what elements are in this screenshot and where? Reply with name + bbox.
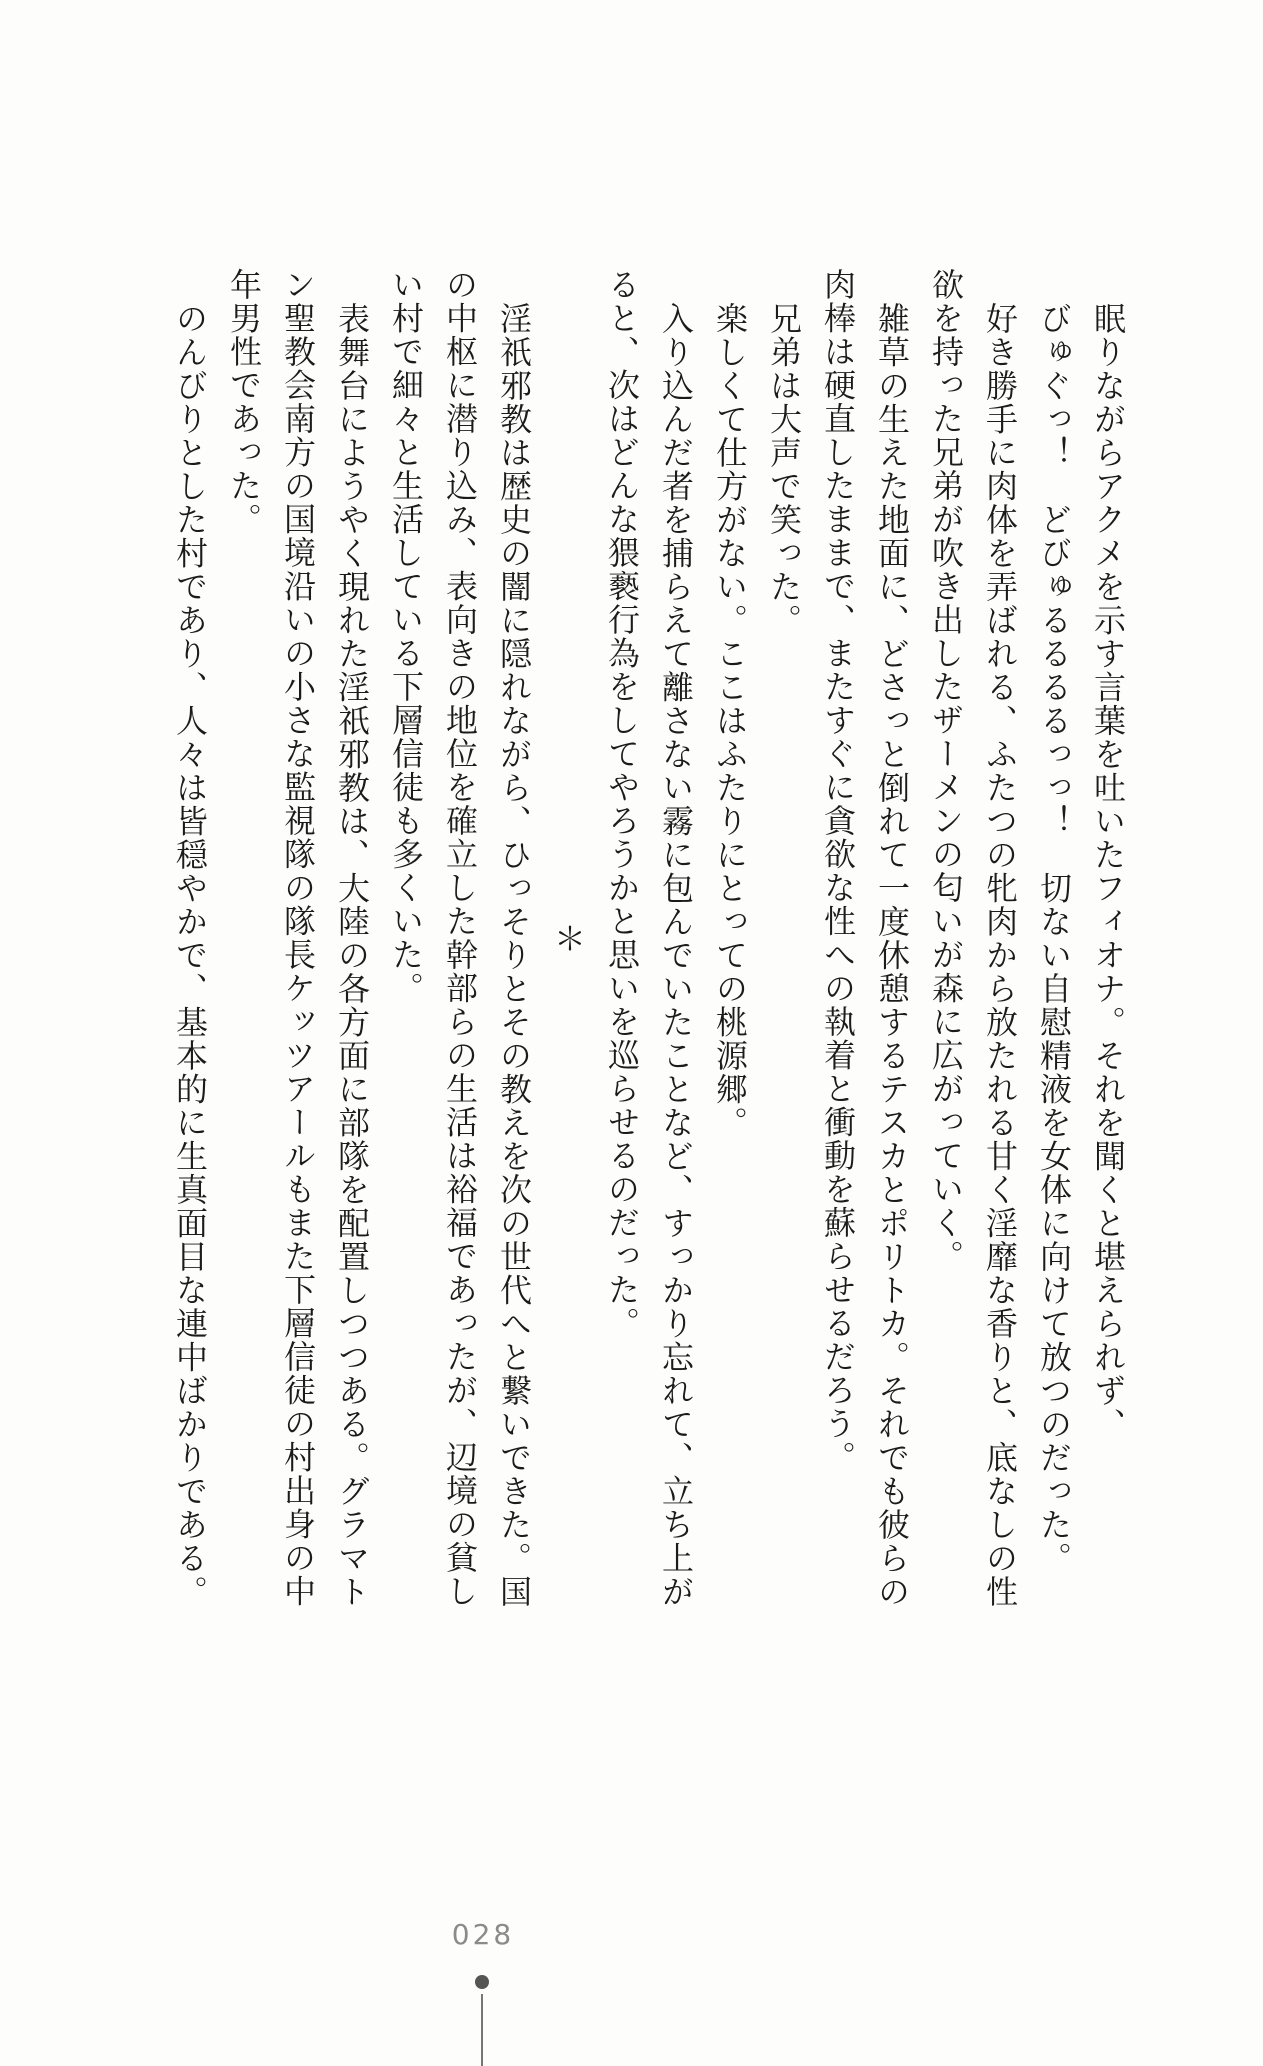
section-separator: ＊ — [550, 922, 586, 956]
page-number: 028 — [451, 1918, 515, 1951]
paragraph: 表舞台にようやく現れた淫祇邪教は、大陸の各方面に部隊を配置しつつある。グラマトン聖教会南方の国境沿いの小さな監視隊の隊長ケッツアールもまた下層信徒の村出身の中年男性であった。 — [226, 268, 370, 1609]
paragraph: 雑草の生えた地面に、どさっと倒れて一度休憩するテスカとポリトカ。それでも彼らの肉棒は硬直したままで、またすぐに貪欲な性への執着と衝動を蘇らせるだろう。 — [820, 268, 910, 1609]
page-footer — [0, 1918, 1263, 2066]
paragraph: 楽しくて仕方がない。ここはふたりにとっての桃源郷。 — [712, 302, 748, 1140]
paragraph: 眠りながらアクメを示す言葉を吐いたフィオナ。それを聞くと堪えられず、 — [1090, 302, 1126, 1441]
ribbon-line-marker — [481, 1994, 483, 2066]
text-block — [163, 268, 1135, 1610]
paragraph: 入り込んだ者を捕らえて離さない霧に包んでいたことなど、すっかり忘れて、立ち上がると、次はどんな猥褻行為をしてやろうかと思いを巡らせるのだった。 — [604, 268, 694, 1609]
paragraph: 好き勝手に肉体を弄ばれる、ふたつの牝肉から放たれる甘く淫靡な香りと、底なしの性欲を持った兄弟が吹き出したザーメンの匂いが森に広がっていく。 — [928, 268, 1018, 1609]
paragraph: のんびりとした村であり、人々は皆穏やかで、基本的に生真面目な連中ばかりである。 — [172, 302, 208, 1609]
paragraph: びゅぐっ！ どびゅるるるるっっ！ 切ない自慰精液を女体に向けて放つのだった。 — [1036, 302, 1072, 1575]
paragraph: 兄弟は大声で笑った。 — [766, 302, 802, 637]
ribbon-dot-marker — [475, 1975, 489, 1989]
paragraph: 淫祇邪教は歴史の闇に隠れながら、ひっそりとその教えを次の世代へと繋いできた。国の中枢に潜り込み、表向きの地位を確立した幹部らの生活は裕福であったが、辺境の貧しい村で細々と生活している下層信徒も多くいた。 — [388, 268, 532, 1609]
